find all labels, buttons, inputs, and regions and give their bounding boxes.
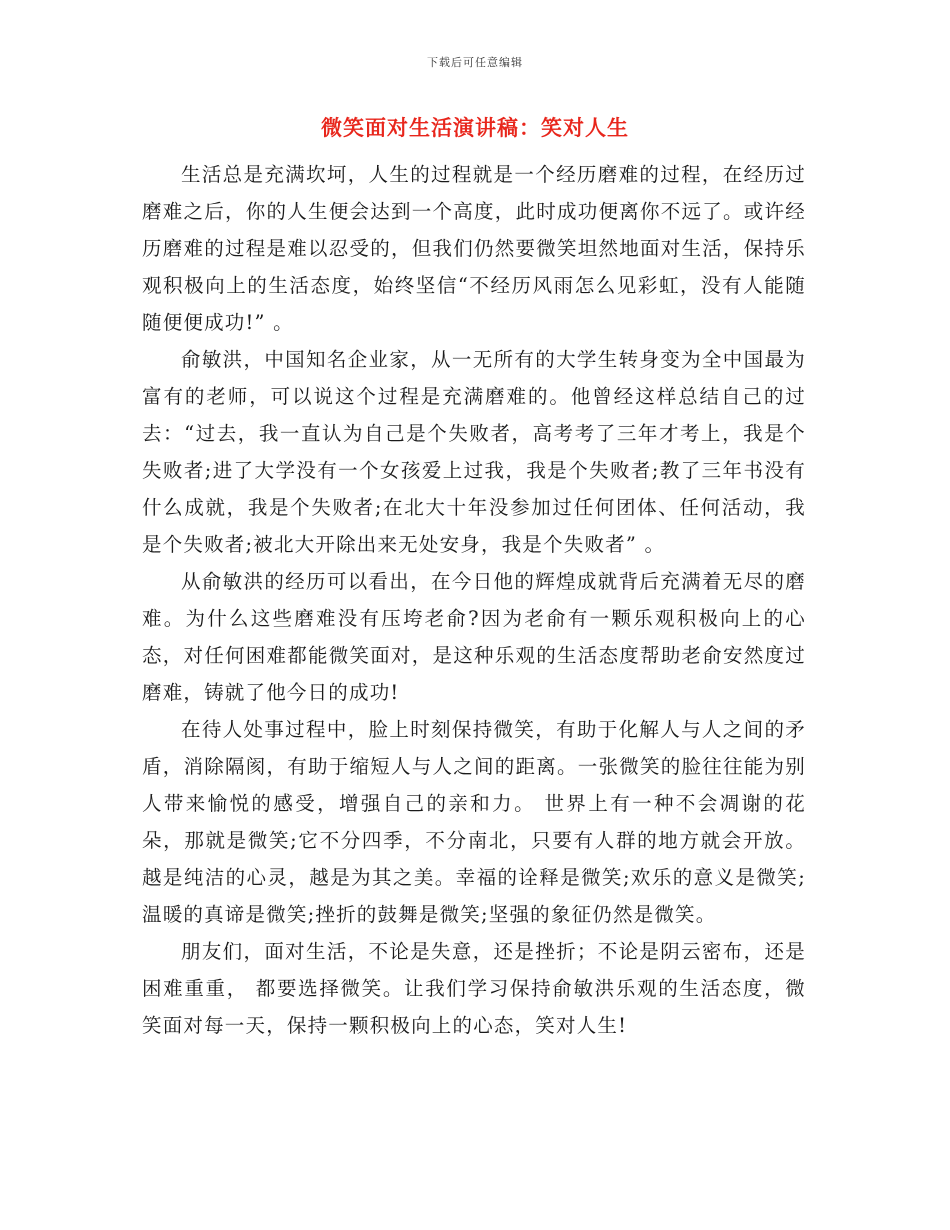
header-note: 下载后可任意编辑: [427, 56, 523, 69]
paragraph-5: 朋友们，面对生活，不论是失意，还是挫折；不论是阴云密布，还是困难重重， 都要选择微笑。让我们学习保持俞敏洪乐观的生活态度，微笑面对每一天，保持一颗积极向上的心态，笑对人生!: [142, 940, 806, 1037]
paragraph-4: 在待人处事过程中，脸上时刻保持微笑，有助于化解人与人之间的矛盾，消除隔阂，有助于缩短人与人之间的距离。一张微笑的脸往往能为别人带来愉悦的感受，增强自己的亲和力。 世界上有一种不会凋谢的花朵，那就是微笑;它不分四季，不分南北，只要有人群的地方就会开放。越是纯洁的心灵，越是为其之美。幸福的诠释是微笑;欢乐的意义是微笑;温暖的真谛是微笑;挫折的鼓舞是微笑;坚强的象征仍然是微笑。: [142, 718, 806, 926]
document-title: 微笑面对生活演讲稿：笑对人生: [321, 116, 629, 140]
paragraph-1: 生活总是充满坎坷，人生的过程就是一个经历磨难的过程，在经历过磨难之后，你的人生便会达到一个高度，此时成功便离你不远了。或许经历磨难的过程是难以忍受的，但我们仍然要微笑坦然地面对生活，保持乐观积极向上的生活态度，始终坚信“不经历风雨怎么见彩虹，没有人能随随便便成功!” 。: [142, 163, 806, 334]
document-body: [142, 156, 806, 1044]
paragraph-2: 俞敏洪，中国知名企业家，从一无所有的大学生转身变为全中国最为富有的老师，可以说这个过程是充满磨难的。他曾经这样总结自己的过去：“过去，我一直认为自己是个失败者，高考考了三年才考上，我是个失败者;进了大学没有一个女孩爱上过我，我是个失败者;教了三年书没有什么成就，我是个失败者;在北大十年没参加过任何团体、任何活动，我是个失败者;被北大开除出来无处安身，我是个失败者” 。: [142, 348, 806, 556]
paragraph-3: 从俞敏洪的经历可以看出，在今日他的辉煌成就背后充满着无尽的磨难。为什么这些磨难没有压垮老俞?因为老俞有一颗乐观积极向上的心态，对任何困难都能微笑面对，是这种乐观的生活态度帮助老俞安然度过磨难，铸就了他今日的成功!: [142, 570, 806, 704]
